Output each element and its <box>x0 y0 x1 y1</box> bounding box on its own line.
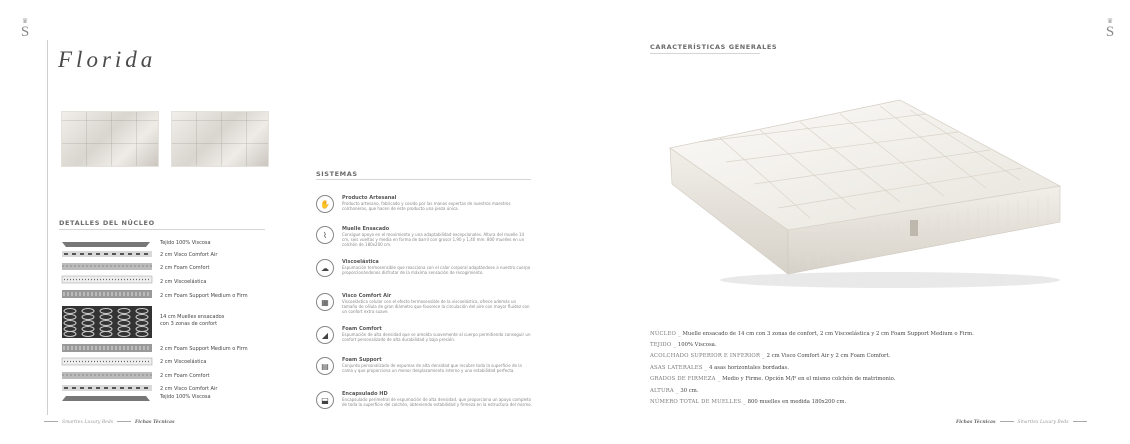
crown-icon: ♛ <box>21 17 29 25</box>
footer-section: Fichas Técnicas <box>956 420 996 425</box>
fabric-image-1 <box>61 111 159 167</box>
footer-right <box>956 420 1091 425</box>
fabric-image-2 <box>171 111 269 167</box>
foam-comfort-icon: ◢ <box>316 326 334 344</box>
system-title: Foam Support <box>342 357 382 363</box>
footer-brand: Smarttex Luxury Beds <box>1017 420 1069 425</box>
spec-line: NÚCLEO _ Muelle ensacado de 14 cm con 3 zonas de confort, 2 cm Viscoelástica y 2 cm Foam Support Medium o Firm. <box>650 331 974 337</box>
layer-foam-support-top <box>62 290 152 298</box>
system-description: Conjunto personalizado de espumas de alta densidad que recubre toda la superficie de la cama y que proporciona un menor desplazamiento interno y una estabilidad perfecta. <box>342 363 522 373</box>
layer-fabric-bottom <box>62 396 150 401</box>
air-icon: ▦ <box>316 293 334 311</box>
system-description: Consigue apoyo en el movimiento y una adaptabilidad excepcionales. Altura del muelle 14 cm, seis vueltas y media en forma de barril con grosor 1,90 y 1,40 mm. 800 muelles en un colchón de 180x200 cm. <box>342 232 525 247</box>
logo-letter: S <box>20 24 30 40</box>
layer-label: 2 cm Viscoelástica <box>160 359 207 365</box>
layer-label: 2 cm Viscoelástica <box>160 279 207 285</box>
hd-icon: ⬓ <box>316 391 334 409</box>
spec-line: GRADOS DE FIRMEZA _ Medio y Firme. Opción M/F en el mismo colchón de matrimonio. <box>650 376 896 382</box>
footer-left <box>40 420 175 425</box>
product-title: Florida <box>58 47 157 72</box>
layer-foam-comfort-top <box>62 263 152 270</box>
hand-made-icon: ✋ <box>316 195 334 213</box>
system-title: Foam Comfort <box>342 326 382 332</box>
layer-label: 2 cm Foam Comfort <box>160 265 210 271</box>
system-description: Espumación termosensible que reacciona con el calor corporal adaptándose a nuestro cuerpo proporcionándonos disfrutar de la máxima sensación de recogimiento. <box>342 265 531 275</box>
layer-label: con 3 zonas de confort <box>160 321 218 327</box>
general-heading: CARACTERÍSTICAS GENERALES <box>650 43 778 51</box>
visco-icon: ☁ <box>316 259 334 277</box>
systems-heading: SISTEMAS <box>316 170 358 178</box>
layer-label: 2 cm Foam Comfort <box>160 373 210 379</box>
brand-logo-left <box>17 18 33 40</box>
general-heading-rule <box>650 53 760 54</box>
system-description: Viscoelástica celular con el efecto termosensible de la viscoelástica, ofrece además un tamaño de célula de gran diámetro que favorece la circulación del aire con mayor fluidez con un confort extra suave. <box>342 299 530 314</box>
layer-fabric-top <box>62 242 150 247</box>
system-title: Encapsulado HD <box>342 391 388 397</box>
footer-section: Fichas Técnicas <box>135 420 175 425</box>
system-title: Visco Comfort Air <box>342 293 392 299</box>
brand-logo-right <box>1102 18 1118 40</box>
foam-support-icon: ▤ <box>316 357 334 375</box>
spec-line: TEJIDO _ 100% Viscosa. <box>650 342 717 348</box>
layer-label: 14 cm Muelles ensacados <box>160 314 225 320</box>
system-title: Muelle Ensacado <box>342 226 390 232</box>
layer-foam-comfort-bottom <box>62 372 152 379</box>
core-heading-rule <box>59 229 265 230</box>
core-heading: DETALLES DEL NÚCLEO <box>59 219 155 227</box>
layer-label: 2 cm Foam Support Medium o Firm <box>160 293 248 299</box>
layer-springs <box>62 306 152 338</box>
system-description: Encapsulado perimetral de espumación de alta densidad, que proporciona un apoyo completo de toda la superficie del colchón, obteniendo estabilidad y firmeza en la estructura del mismo. <box>342 397 532 407</box>
spec-line: ASAS LATERALES _ 4 asas horizontales bordadas. <box>650 365 789 371</box>
system-description: Espumación de alta densidad que se amolda suavemente al cuerpo permitiendo conseguir un confort personalizado de alta durabilidad y baja presión. <box>342 332 531 342</box>
spring-icon: ⌇ <box>316 226 334 244</box>
core-layers-diagram <box>60 238 154 406</box>
layer-visco-air-top <box>62 251 152 257</box>
layer-label: Tejido 100% Viscosa <box>160 240 211 246</box>
system-title: Producto Artesanal <box>342 195 397 201</box>
spec-line: NÚMERO TOTAL DE MUELLES _ 800 muelles en medida 180x200 cm. <box>650 399 847 405</box>
layer-label: 2 cm Visco Comfort Air <box>160 252 218 258</box>
system-title: Viscoelástica <box>342 259 379 265</box>
spec-line: ALTURA _ 30 cm. <box>650 388 699 394</box>
crown-icon: ♛ <box>1106 17 1114 25</box>
layer-visco-bottom <box>62 358 152 365</box>
layer-label: Tejido 100% Viscosa <box>160 394 211 400</box>
layer-label: 2 cm Visco Comfort Air <box>160 386 218 392</box>
mattress-image <box>660 80 1070 290</box>
layer-foam-support-bottom <box>62 344 152 352</box>
layer-label: 2 cm Foam Support Medium o Firm <box>160 346 248 352</box>
systems-heading-rule <box>316 179 531 180</box>
vertical-divider <box>47 40 48 415</box>
layer-visco-air-bottom <box>62 385 152 391</box>
layer-visco-top <box>62 276 152 283</box>
logo-letter: S <box>1105 24 1115 40</box>
spec-line: ACOLCHADO SUPERIOR E INFERIOR _ 2 cm Visco Comfort Air y 2 cm Foam Comfort. <box>650 353 891 359</box>
system-description: Producto artesano, fabricado y cosido por las manos expertas de nuestros maestros colchoneros, que hacen de este producto una pieza única. <box>342 201 511 211</box>
footer-brand: Smarttex Luxury Beds <box>62 420 114 425</box>
